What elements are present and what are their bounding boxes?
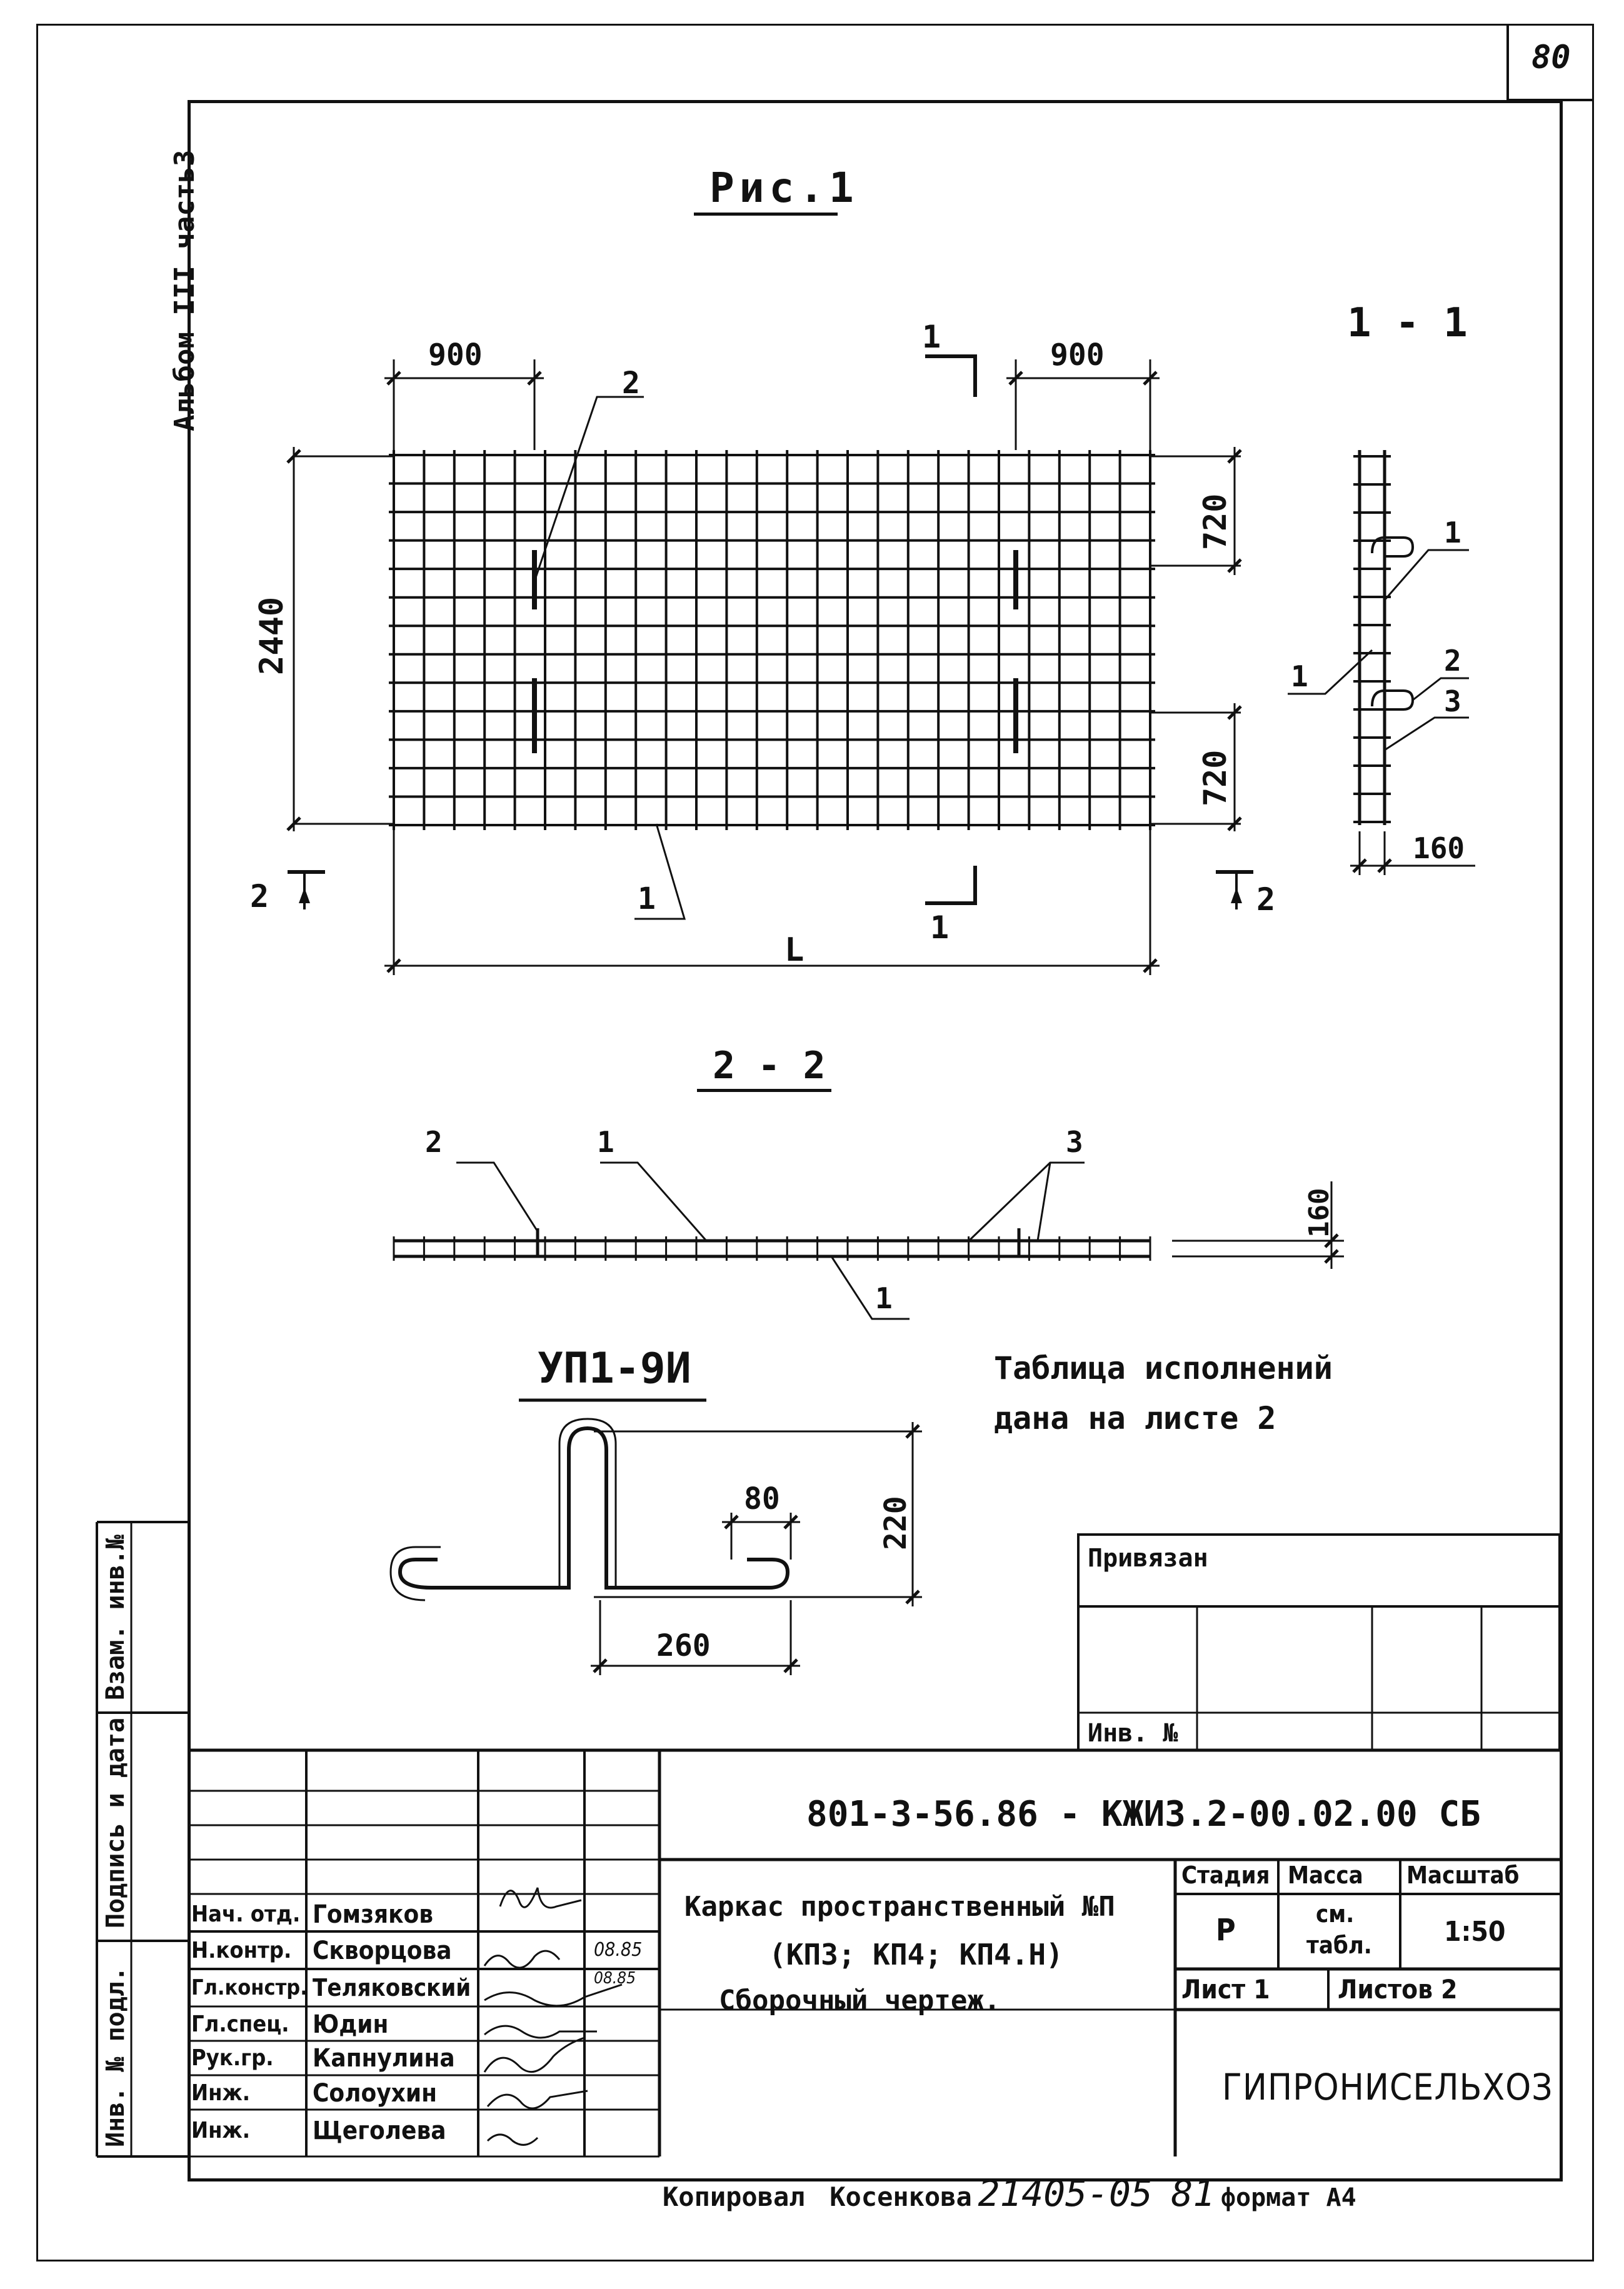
staff-date: 08.85 xyxy=(594,1939,643,1961)
staff-name: Щеголева xyxy=(313,2116,446,2145)
callout-s22-3: 3 xyxy=(1066,1125,1083,1159)
section-2-2-title: 2 - 2 xyxy=(713,1044,826,1088)
mass-value-2: табл. xyxy=(1306,1931,1372,1959)
staff-name: Юдин xyxy=(313,2010,389,2039)
callout-s22-1a: 1 xyxy=(597,1125,614,1159)
staff-name: Теляковский xyxy=(313,1974,471,2001)
doc-name-line2: (КП3; КП4; КП4.Н) xyxy=(769,1938,1063,1971)
staff-role: Нач. отд. xyxy=(191,1901,301,1927)
staff-role: Инж. xyxy=(191,2118,251,2143)
callout-cut-1-top: 1 xyxy=(922,319,941,355)
callout-s11-1b: 1 xyxy=(1291,659,1308,693)
sheet-number: 80 xyxy=(1531,39,1571,76)
detail-title: УП1-9И xyxy=(538,1344,691,1393)
footer xyxy=(663,2172,1356,2215)
staff-role: Инж. xyxy=(191,2080,251,2106)
callout-plan-2: 2 xyxy=(622,366,640,401)
callout-s22-1b: 1 xyxy=(875,1281,893,1315)
section-1-1-title: 1 - 1 xyxy=(1347,300,1468,346)
callout-s11-3: 3 xyxy=(1444,684,1461,718)
footer-copied: Копировал xyxy=(663,2181,805,2212)
staff-name: Скворцова xyxy=(313,1936,452,1965)
staff-role: Гл.констр. xyxy=(191,1975,308,2000)
mass-header: Масса xyxy=(1288,1861,1363,1889)
callout-s22-2: 2 xyxy=(425,1125,443,1159)
callout-cut-2-right: 2 xyxy=(1256,881,1276,918)
document-code: 801-3-56.86 - КЖИ3.2-00.02.00 СБ xyxy=(806,1794,1481,1835)
left-strip-inv-podl: Инв. № подл. xyxy=(101,1966,130,2147)
dim-720-bottom: 720 xyxy=(1197,749,1233,806)
callout-s11-1a: 1 xyxy=(1444,516,1461,549)
table-note-line2: дана на листе 2 xyxy=(994,1400,1276,1436)
staff-role: Н.контр. xyxy=(191,1938,292,1963)
staff-name: Капнулина xyxy=(313,2044,455,2073)
scale-header: Масштаб xyxy=(1406,1861,1520,1889)
staff-role: Гл.спец. xyxy=(191,2011,289,2037)
sheet-label: Лист 1 xyxy=(1181,1974,1270,2005)
dim-900-right: 900 xyxy=(1050,338,1105,373)
dim-2440: 2440 xyxy=(253,596,291,675)
doc-name-line1: Каркас пространственный №П xyxy=(684,1891,1115,1923)
footer-number2: 81 xyxy=(1171,2172,1215,2215)
binding-inv-label: Инв. № xyxy=(1088,1719,1178,1748)
footer-number: 21405-05 xyxy=(978,2172,1153,2215)
dim-260: 260 xyxy=(656,1628,711,1663)
footer-copier: Косенкова xyxy=(830,2181,972,2212)
table-note-line1: Таблица исполнений xyxy=(994,1350,1333,1386)
dim-160-side: 160 xyxy=(1413,831,1465,865)
staff-name: Гомзяков xyxy=(313,1900,434,1929)
staff-role: Рук.гр. xyxy=(191,2045,274,2071)
staff-date: 08.85 xyxy=(594,1969,636,1988)
dim-900-left: 900 xyxy=(428,338,483,373)
staff-name: Солоухин xyxy=(313,2079,437,2108)
sheets-label: Листов 2 xyxy=(1338,1974,1458,2005)
mass-value-1: см. xyxy=(1316,1900,1355,1928)
callout-cut-1-bottom: 1 xyxy=(930,909,950,946)
dim-720-top: 720 xyxy=(1197,493,1233,550)
binding-title: Привязан xyxy=(1088,1544,1208,1573)
left-strip-vzam: Взам. инв.№ xyxy=(101,1535,130,1700)
dim-160-section: 160 xyxy=(1303,1188,1335,1238)
mesh-plan xyxy=(389,450,1391,1261)
callout-plan-1: 1 xyxy=(638,881,656,916)
doc-name-line3: Сборочный чертеж. xyxy=(719,1985,1001,2016)
stage-header: Стадия xyxy=(1181,1861,1270,1889)
footer-format: формат А4 xyxy=(1220,2183,1356,2212)
scale-value: 1:50 xyxy=(1444,1916,1506,1948)
callout-cut-2-left: 2 xyxy=(250,878,269,914)
organization: ГИПРОНИСЕЛЬХОЗ xyxy=(1222,2066,1553,2108)
left-strip-podpis: Подпись и дата xyxy=(101,1717,130,1928)
album-label: Альбом III часть3 xyxy=(169,149,201,431)
figure-title: Рис.1 xyxy=(709,164,859,212)
dim-220: 220 xyxy=(878,1496,913,1550)
dim-80: 80 xyxy=(744,1481,780,1516)
dim-L: L xyxy=(784,931,804,969)
callout-s11-2: 2 xyxy=(1444,644,1461,678)
stage-value: Р xyxy=(1216,1913,1236,1948)
